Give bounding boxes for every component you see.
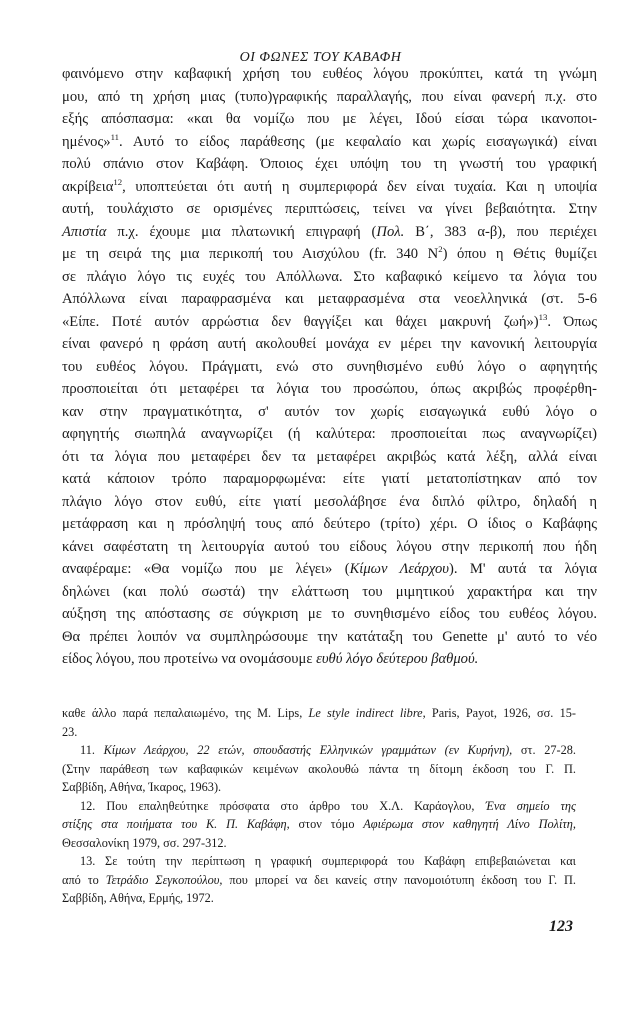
text-line: [62, 153, 597, 176]
text: αφηγητής σιωπηλά αναγνωρίζει (ή καλύτερα: προσποιείται πως αναγνωρίζει): [62, 426, 597, 442]
text: στ. 27-28.: [512, 743, 577, 757]
italic-text: Le style indirect libre,: [308, 706, 426, 720]
text: ). Μ' αυτά τα λόγια: [448, 561, 597, 577]
text: κάνει σαφέστατη τη λειτουργία αυτού του είδους λόγου στην περικοπή που ήδη: [62, 538, 597, 555]
text: του ευθέος λόγου. Πράγματι, ενώ στο συνηθισμένο ευθύ λόγο ο αφηγητής: [62, 358, 597, 375]
footnote-line: [62, 815, 576, 834]
text: Paris, Payot, 1926, σσ. 15-: [425, 706, 576, 720]
footnote-line: [62, 797, 576, 816]
text: αύξηση της απόστασης σε σύγκριση με το συνηθισμένο είδος του ευθέος λόγου.: [62, 606, 597, 622]
footnote-line: [62, 871, 576, 890]
italic-text: Αφιέρωμα στον καθηγητή Λίνο Πολίτη,: [363, 817, 576, 831]
page-number: 123: [549, 918, 573, 935]
text: Απόλλωνα είναι παραφρασμένα και μεταφρασμένα στα νεοελληνικά (στ. 5-6: [62, 291, 597, 307]
text: . Αυτό το είδος παράθεσης (με κεφαλαίο και χωρίς εισαγωγικά) είναι: [119, 133, 597, 150]
text: «Είπε. Ποτέ αυτόν αρρώστια δεν θαγγίξει και θάχει μακρυνή ζωή»): [62, 313, 539, 330]
italic-text: Ένα σημείο της: [485, 798, 577, 813]
text: στον τόμο: [289, 817, 364, 831]
footnote-line: [62, 741, 576, 760]
italic-text: Τετράδιο Σεγκοπούλου,: [105, 872, 223, 887]
text: ημένος»: [62, 133, 111, 150]
text-line: [62, 401, 597, 424]
text-line: [62, 446, 597, 469]
text-line: [62, 626, 597, 649]
text-line: [62, 648, 597, 671]
text-line: [62, 108, 597, 131]
text: ότι τα λόγια που μεταφέρει δεν τα μεταφέρει ακριβώς κατά λέξη, αλλά είναι: [62, 448, 597, 465]
footnote-line: [62, 760, 576, 779]
text: εξής απόσπασμα: «και θα νομίζω που με λέγει, Ιδού είσαι τώρα ικανοποι-: [62, 111, 597, 127]
text: καν στην πραγματικότητα, σ' αυτόν τον χωρίς εισαγωγικά ευθύ λόγο ο: [62, 403, 597, 420]
text-line: [62, 468, 597, 491]
text-line: [62, 603, 597, 626]
footnote-line: [62, 889, 576, 908]
text: 23.: [62, 724, 78, 739]
text-line: [62, 243, 597, 266]
footnote-line: [62, 834, 576, 853]
text-line: [62, 311, 597, 334]
text: (Στην παράθεση των καβαφικών κειμένων ακολουθώ πάντα τη δίτομη έκδοση του Γ. Π.: [62, 761, 576, 776]
text-line: [62, 513, 597, 536]
text: 11.: [80, 743, 104, 757]
footnote-line: [62, 704, 576, 723]
italic-text: Κίμων Λεάρχου: [349, 561, 449, 577]
text: π.χ. έχουμε μια πλατωνική επιγραφή (: [106, 223, 377, 240]
text-line: [62, 558, 597, 581]
footnote-reference: 11: [110, 131, 119, 142]
text: σε πλάγιο λόγο τις ευχές του Απόλλωνα. Στο καβαφικό κείμενο τα λόγια του: [62, 268, 597, 285]
footnote-line: [62, 852, 576, 871]
text: καθε άλλο παρά πεπαλαιωμένο, της M. Lips,: [62, 706, 309, 720]
text-line: [62, 356, 597, 379]
footnotes: [62, 704, 576, 908]
footnote-line: [62, 778, 576, 797]
main-text: [62, 63, 597, 671]
text-line: [62, 333, 597, 356]
text: ) όπου η Θέτις θυμίζει: [442, 246, 598, 262]
text: Σαββίδη, Αθήνα, Ίκαρος, 1963).: [62, 780, 222, 794]
footnote-reference: 12: [113, 176, 123, 187]
text-line: [62, 86, 597, 109]
text-line: [62, 266, 597, 289]
footnote-reference: 2: [438, 244, 443, 255]
text: μου, από τη χρήση μιας (τυπο)γραφικής παραλλαγής, που είναι φανερή π.χ. στο: [62, 88, 597, 105]
text-line: [62, 536, 597, 559]
text: με τη σειρά της μια περικοπή του Αισχύλου (fr. 340 N: [62, 246, 439, 262]
text-line: [62, 221, 597, 244]
text: ακρίβεια: [62, 178, 114, 195]
text-line: [62, 581, 597, 604]
italic-text: στίξης στα ποιήματα του Κ. Π. Καβάφη,: [62, 817, 290, 831]
text: 13. Σε τούτη την περίπτωση η γραφική συμπεριφορά του Καβάφη επιβεβαιώνεται και: [80, 854, 576, 868]
text: δηλώνει (και πολύ σωστά) την ελάττωση του μιμητικού χαρακτήρα και την: [62, 583, 597, 600]
text: φαινόμενο στην καβαφική χρήση του ευθέος λόγου προκύπτει, κατά τη γνώμη: [62, 66, 597, 82]
text: Β΄, 383 α-β), που περιέχει: [404, 223, 597, 240]
text-line: [62, 176, 597, 199]
text: Θεσσαλονίκη 1979, σσ. 297-312.: [62, 835, 227, 850]
footnote-reference: 13: [538, 311, 548, 322]
italic-text: Κίμων Λεάρχου, 22 ετών, σπουδαστής Ελληνικών γραμμάτων (εν Κυρήνη),: [103, 743, 513, 757]
running-header: ΟΙ ΦΩΝΕΣ ΤΟΥ ΚΑΒΑΦΗ: [239, 50, 402, 65]
text: είναι φανερό η φράση αυτή ακολουθεί μονάχα εν μέρει την κανονική λειτουργία: [62, 336, 597, 352]
text-line: [62, 198, 597, 221]
text: πλάγιο λόγο στον ευθύ, είτε γιατί μεσολάβησε ένα διπλό φίλτρο, δηλαδή η: [62, 493, 597, 510]
text: κατά κάποιον τρόπο παραμορφωμένα: είτε γιατί μετατοπίστηκαν από τον: [62, 471, 597, 487]
text: προσποιείται ότι μεταφέρει τα λόγια του προσώπου, όπως ακριβώς προφέρθη-: [62, 381, 597, 397]
text: αυτή, τουλάχιστο σε ορισμένες περιπτώσεις, τείνει να γίνει βεβαιότητα. Στην: [62, 201, 597, 217]
text-line: [62, 131, 597, 154]
text: μετάφραση και η πρόσληψή τους από δεύτερο (τρίτο) χέρι. Ο ίδιος ο Καβάφης: [62, 516, 597, 532]
text: από το: [62, 872, 106, 887]
text-line: [62, 423, 597, 446]
text: . Όπως: [547, 313, 597, 330]
text-line: [62, 288, 597, 311]
text: που μπορεί να δει κανείς στην πανομοιότυπη έκδοση του Γ. Π.: [222, 872, 576, 887]
text-line: [62, 491, 597, 514]
text: Θα πρέπει λοιπόν να συμπληρώσουμε την κατάταξη του Genette μ' αυτό το νέο: [62, 628, 597, 645]
italic-text: Απιστία: [62, 223, 107, 240]
footnote-line: [62, 723, 576, 742]
text: πολύ σπάνιο στον Καβάφη. Όποιος έχει υπόψη του τη γνωστή του γραφική: [62, 156, 597, 172]
text: , υποπτεύεται ότι αυτή η συμπεριφορά δεν είναι τυχαία. Και η υποψία: [122, 178, 597, 195]
text: 12. Που επαληθεύτηκε πρόσφατα στο άρθρο του Χ.Λ. Καράογλου,: [80, 798, 486, 813]
italic-text: Πολ.: [376, 223, 405, 240]
text-line: [62, 63, 597, 86]
italic-text: ευθύ λόγο δεύτερου βαθμού.: [316, 651, 479, 667]
text: είδος λόγου, που προτείνω να ονομάσουμε: [62, 651, 317, 667]
text-line: [62, 378, 597, 401]
text: Σαββίδη, Αθήνα, Ερμής, 1972.: [62, 891, 214, 905]
text: αναφέραμε: «Θα νομίζω που με λέγει» (: [62, 561, 350, 577]
